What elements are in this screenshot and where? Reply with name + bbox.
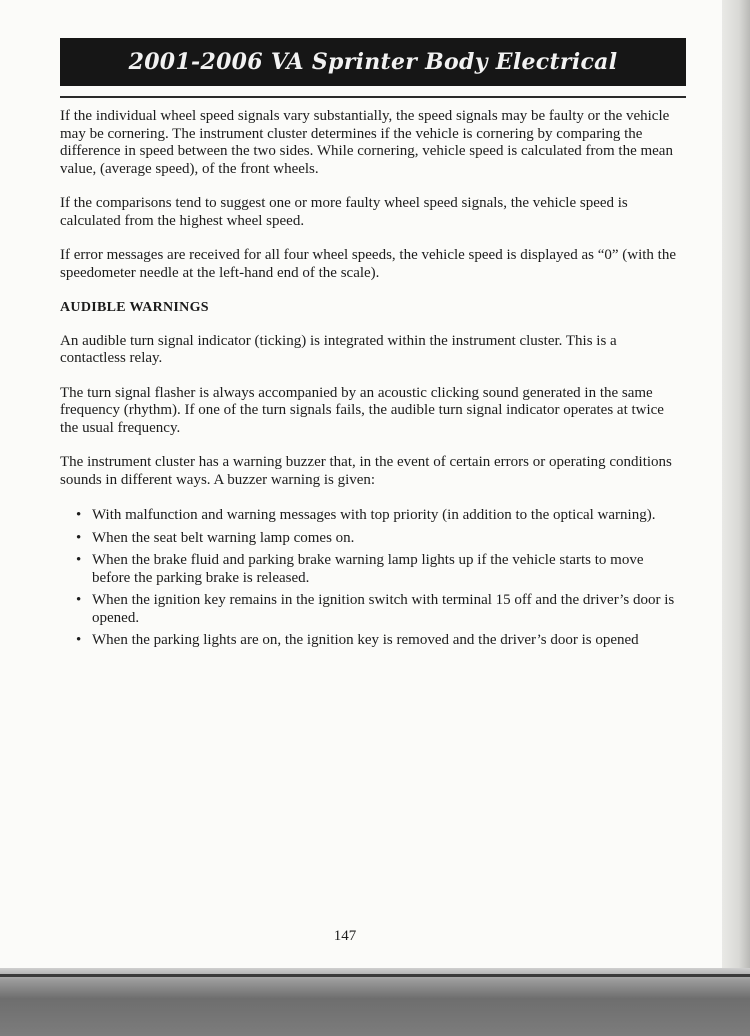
header-divider [60,96,686,98]
list-item-text: When the brake fluid and parking brake warning lamp lights up if the vehicle starts to move before the parking brake is released. [92,552,644,586]
paragraph: The instrument cluster has a warning buzzer that, in the event of certain errors or operating conditions sounds in different ways. A buzzer warning is given: [60,454,672,488]
bullet-icon: • [76,552,82,568]
buzzer-warning-list [60,507,680,650]
page-edge-shadow [722,0,750,968]
list-item [76,632,680,650]
list-item-text: When the parking lights are on, the ignition key is removed and the driver’s door is opened [92,632,639,648]
paragraph: The turn signal flasher is always accompanied by an acoustic clicking sound generated in the same frequency (rhythm). If one of the turn signals fails, the audible turn signal indicator operates at twice the usual frequency. [60,384,664,436]
list-item-text: When the seat belt warning lamp comes on. [92,529,355,546]
scanner-bed-margin [0,968,750,1036]
bullet-icon: • [76,507,82,523]
list-item [76,507,680,525]
list-item [76,552,680,587]
list-item-text: With malfunction and warning messages with top priority (in addition to the optical warning). [92,507,656,523]
header-banner [60,38,686,86]
page-number: 147 [333,928,357,944]
paragraph: If error messages are received for all four wheel speeds, the vehicle speed is displayed as “0” (with the speedometer needle at the left-hand end of the scale). [60,247,676,281]
bullet-icon: • [76,529,82,546]
section-heading: AUDIBLE WARNINGS [60,300,209,315]
bullet-icon: • [76,592,82,608]
bullet-icon: • [76,632,82,648]
paragraph: If the individual wheel speed signals vary substantially, the speed signals may be faulty or the vehicle may be cornering. The instrument cluster determines if the vehicle is cornering by comparing the difference in speed between the two sides. While cornering, vehicle speed is calculated from the mean value, (average speed), of the front wheels. [60,108,673,177]
list-item [76,592,680,627]
body-text [60,108,680,655]
list-item [76,529,680,548]
paragraph: If the comparisons tend to suggest one or more faulty wheel speed signals, the vehicle speed is calculated from the highest wheel speed. [60,195,628,229]
list-item-text: When the ignition key remains in the ignition switch with terminal 15 off and the driver’s door is opened. [92,592,675,626]
page-title: 2001-2006 VA Sprinter Body Electrical [128,49,618,75]
paragraph: An audible turn signal indicator (ticking) is integrated within the instrument cluster. This is a contactless relay. [60,332,617,366]
